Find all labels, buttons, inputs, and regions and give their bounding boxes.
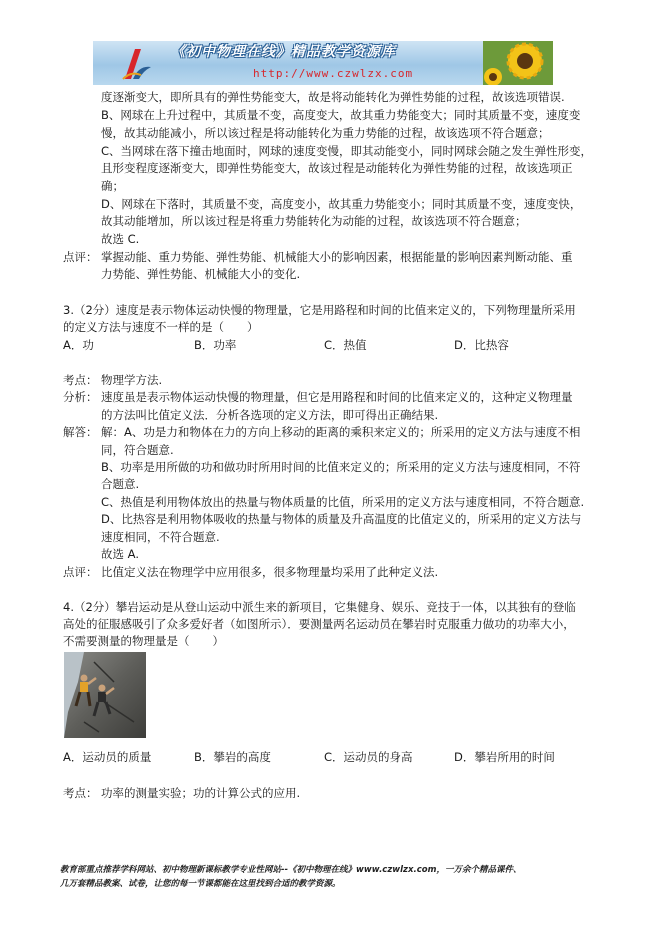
cont-line-1: 度逐渐变大，即所具有的弹性势能变大，故是将动能转化为弹性势能的过程，故该选项错误. (101, 90, 565, 104)
q3-jd-line-4: 合题意. (101, 477, 140, 491)
q3-jd-label: 解答： (63, 425, 98, 439)
q3-jd-line-5: C、热值是利用物体放出的热量与物体质量的比值，所采用的定义方法与速度相同，不符合题意. (101, 495, 585, 509)
cont-answer: 故选 C. (101, 232, 140, 246)
cont-line-8: 故其动能增加，所以该过程是将重力势能转化为动能的过程，故该选项不符合题意； (101, 214, 527, 228)
q3-stem-line-1: 3.（2分）速度是表示物体运动快慢的物理量，它是用路程和时间的比值来定义的，下列物理量所采用 (63, 303, 576, 317)
cont-line-2: B、网球在上升过程中，其质量不变，高度变大，故其重力势能变大；同时其质量不变，速度变 (101, 108, 581, 122)
q3-option-a: A．功 (63, 338, 94, 352)
q4-option-d: D．攀岩所用的时间 (454, 750, 555, 764)
q3-jd-line-3: B、功率是用所做的功和做功时所用时间的比值来定义的；所采用的定义方法与速度相同，不符 (101, 460, 581, 474)
q4-kd: 功率的测量实验；功的计算公式的应用. (101, 786, 301, 800)
q3-jd-line-6: D、比热容是利用物体吸收的热量与物体的质量及升高温度的比值定义的，所采用的定义方法与 (101, 512, 582, 526)
review-line-2: 力势能、弹性势能、机械能大小的变化. (101, 267, 301, 281)
cont-line-4: C、当网球在落下撞击地面时，网球的速度变慢，即其动能变小，同时网球会随之发生弹性形变， (101, 144, 593, 158)
sunflower-icon (483, 41, 553, 85)
q3-fx-line-1: 速度虽是表示物体运动快慢的物理量，但它是用路程和时间的比值来定义的，这种定义物理量 (101, 390, 573, 404)
q4-stem-line-2: 高处的征服感吸引了众多爱好者（如图所示）．要测量两名运动员在攀岩时克服重力做功的功率大小， (63, 617, 575, 631)
cont-line-5: 且形变程度逐渐变大，即弹性势能变大，故该过程是动能转化为弹性势能的过程，故该选项正 (101, 161, 573, 175)
q3-answer: 故选 A. (101, 547, 139, 561)
q3-fx-label: 分析： (63, 390, 98, 404)
cont-line-6: 确； (101, 179, 124, 193)
q4-option-c: C．运动员的身高 (324, 750, 413, 764)
site-logo-icon (121, 45, 153, 81)
q3-jd-line-2: 同，符合题意. (101, 443, 174, 457)
header-banner (93, 41, 553, 85)
review-line-1: 掌握动能、重力势能、弹性势能、机械能大小的影响因素，根据能量的影响因素判断动能、重 (101, 250, 573, 264)
footer-line-1: 教育部重点推荐学科网站、初中物理新课标教学专业性网站--《初中物理在线》www.czwlzx.com，一万余个精品课件、 (60, 865, 522, 875)
cont-line-7: D、网球在下落时，其质量不变，高度变小，故其重力势能变小；同时其质量不变，速度变快， (101, 197, 582, 211)
review-label: 点评： (63, 250, 98, 264)
q3-jd-line-7: 速度相同，不符合题意. (101, 530, 220, 544)
q3-jd-line-1: 解：A、功是力和物体在力的方向上移动的距离的乘积来定义的；所采用的定义方法与速度不相 (101, 425, 581, 439)
q4-kd-label: 考点： (63, 786, 98, 800)
q4-option-a: A．运动员的质量 (63, 750, 152, 764)
q3-kd: 物理学方法. (101, 373, 163, 387)
q4-stem-line-3: 不需要测量的物理量是（ ） (63, 634, 224, 648)
q3-pp: 比值定义法在物理学中应用很多，很多物理量均采用了此种定义法. (101, 565, 439, 579)
q3-option-d: D．比热容 (454, 338, 509, 352)
footer-line-2: 几万套精品教案、试卷，让您的每一节课都能在这里找到合适的教学资源。 (60, 879, 341, 889)
cont-line-3: 慢，故其动能减小，所以该过程是将动能转化为重力势能的过程，故该选项不符合题意； (101, 126, 550, 140)
q3-option-c: C．热值 (324, 338, 367, 352)
q3-kd-label: 考点： (63, 373, 98, 387)
q3-stem-line-2: 的定义方法与速度不一样的是（ ） (63, 320, 259, 334)
q3-option-b: B．功率 (194, 338, 237, 352)
q3-pp-label: 点评： (63, 565, 98, 579)
climbing-photo (64, 652, 146, 738)
site-url[interactable]: http://www.czwlzx.com (253, 67, 414, 80)
q4-option-b: B．攀岩的高度 (194, 750, 271, 764)
site-title: 《初中物理在线》精品教学资源库 (171, 44, 396, 60)
q3-fx-line-2: 的方法叫比值定义法．分析各选项的定义方法，即可得出正确结果. (101, 408, 439, 422)
q4-stem-line-1: 4.（2分）攀岩运动是从登山运动中派生来的新项目，它集健身、娱乐、竞技于一体，以其独有的登临 (63, 600, 576, 614)
